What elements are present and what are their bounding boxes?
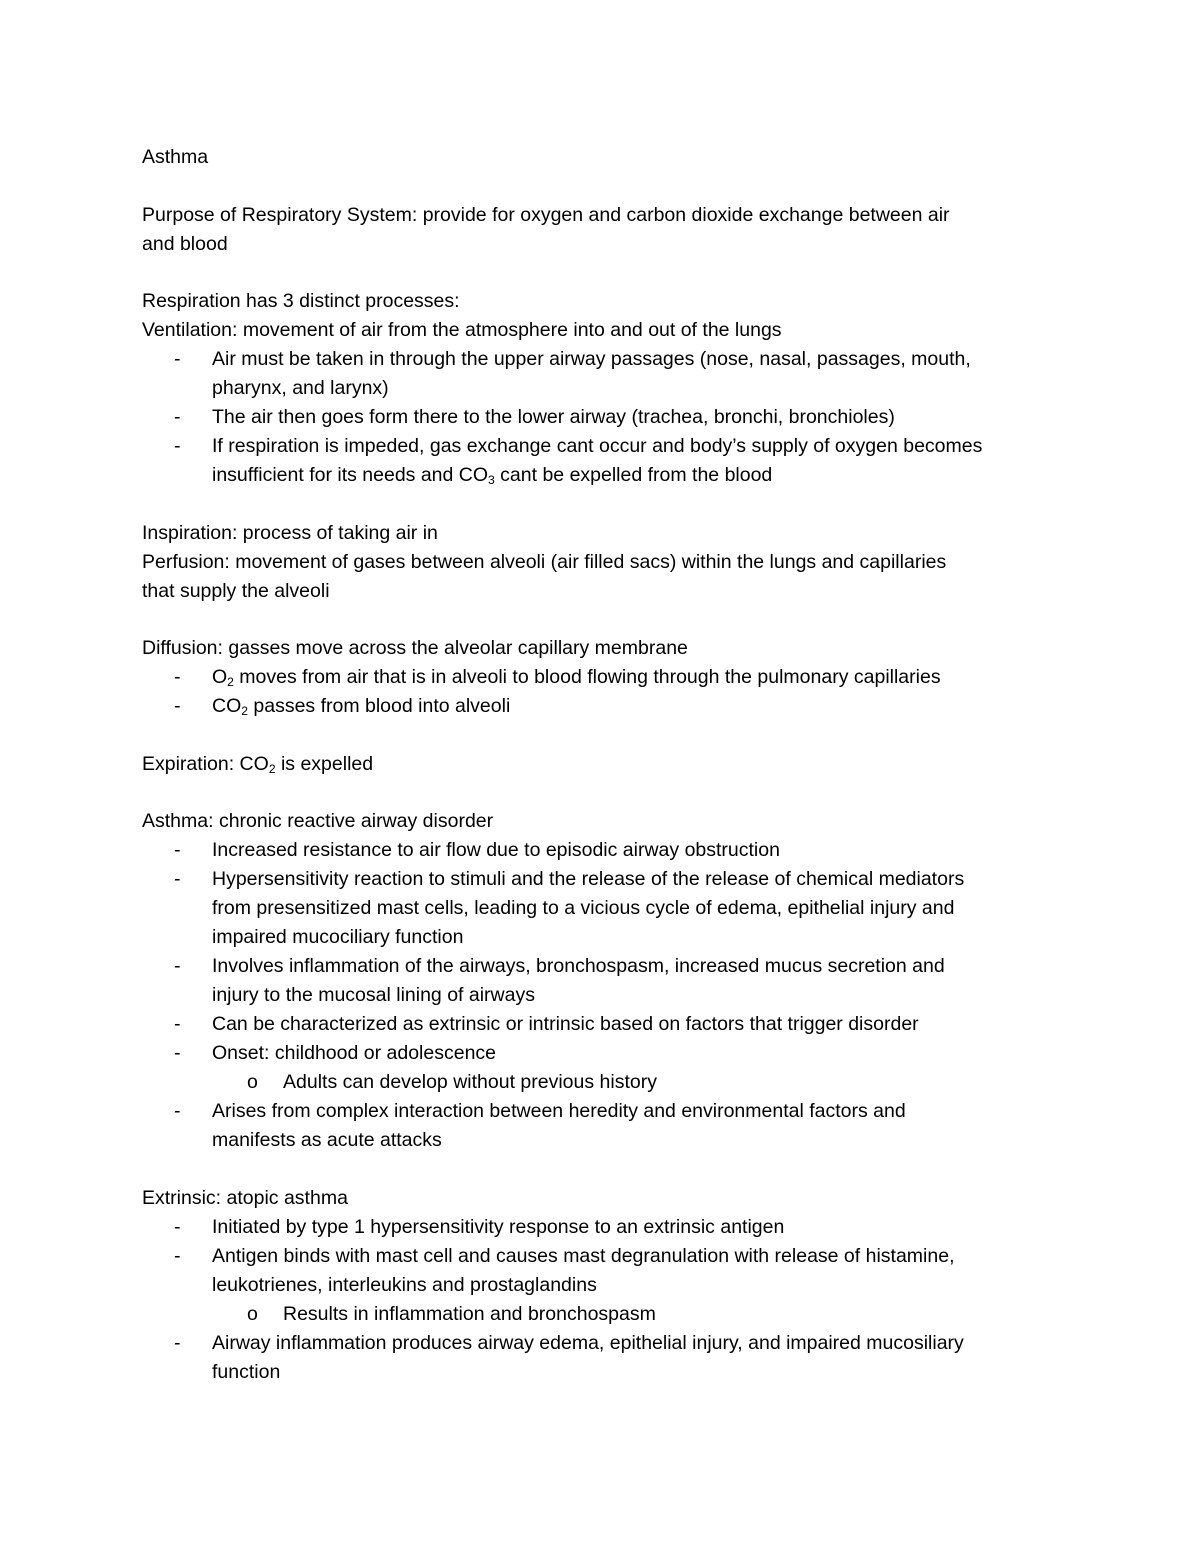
bullet-text: Antigen binds with mast cell and causes mast degranulation with release of histamine, xyxy=(212,1244,955,1267)
extrinsic-bullet-3 xyxy=(142,1329,1062,1358)
bullet-dash: - xyxy=(174,1244,181,1267)
diffusion-bullet-1 xyxy=(142,663,1062,692)
asthma-bullet-4 xyxy=(142,1010,1062,1039)
subscript: 2 xyxy=(268,761,276,776)
bullet-dash: - xyxy=(174,1331,181,1354)
bullet-dash: - xyxy=(174,666,181,688)
bullet-dash: - xyxy=(174,695,181,717)
subscript: 2 xyxy=(227,675,234,690)
expiration-definition xyxy=(142,750,1062,779)
bullet-text: Involves inflammation of the airways, bronchospasm, increased mucus secretion and xyxy=(212,955,945,977)
inspiration-definition: Inspiration: process of taking air in xyxy=(142,521,438,544)
text-run: is expelled xyxy=(275,752,374,775)
asthma-bullet-2-cont-1: from presensitized mast cells, leading to a vicious cycle of edema, epithelial injury and xyxy=(212,897,955,919)
document-title: Asthma xyxy=(142,146,209,168)
bullet-dash: - xyxy=(174,1215,181,1238)
bullet-text: Air must be taken in through the upper airway passages (nose, nasal, passages, mouth, xyxy=(212,348,971,370)
asthma-bullet-3-cont: injury to the mucosal lining of airways xyxy=(212,984,535,1006)
bullet-text: Hypersensitivity reaction to stimuli and the release of the release of chemical mediators xyxy=(212,868,965,890)
bullet-text: Increased resistance to air flow due to episodic airway obstruction xyxy=(212,839,780,861)
bullet-dash: - xyxy=(174,1013,181,1035)
extrinsic-bullet-2-cont: leukotrienes, interleukins and prostaglandins xyxy=(212,1273,597,1296)
asthma-bullet-5 xyxy=(142,1039,1062,1068)
bullet-text: Airway inflammation produces airway edema, epithelial injury, and impaired mucosiliary xyxy=(212,1331,964,1354)
bullet-text: Adults can develop without previous history xyxy=(283,1071,657,1093)
bullet-dash: - xyxy=(174,1042,181,1064)
bullet-dash: - xyxy=(174,348,181,370)
diffusion-bullet-2 xyxy=(142,692,1062,721)
perfusion-line-1: Perfusion: movement of gases between alveoli (air filled sacs) within the lungs and capillaries xyxy=(142,550,947,573)
bullet-text: Can be characterized as extrinsic or intrinsic based on factors that trigger disorder xyxy=(212,1013,919,1035)
extrinsic-bullet-3-cont: function xyxy=(212,1360,281,1383)
bullet-dash: - xyxy=(174,868,181,890)
subscript: 3 xyxy=(488,473,495,488)
asthma-bullet-1 xyxy=(142,836,1062,865)
ventilation-bullet-2 xyxy=(142,403,1062,432)
asthma-bullet-2 xyxy=(142,865,1062,894)
asthma-bullet-6 xyxy=(142,1097,1062,1126)
bullet-dash: - xyxy=(174,435,181,457)
text-run: cant be expelled from the blood xyxy=(494,464,773,486)
extrinsic-intro: Extrinsic: atopic asthma xyxy=(142,1186,348,1209)
text-run: insufficient for its needs and CO xyxy=(212,464,489,486)
text-run: moves from air that is in alveoli to blood flowing through the pulmonary capillaries xyxy=(233,666,941,688)
bullet-text: If respiration is impeded, gas exchange cant occur and body’s supply of oxygen becomes xyxy=(212,435,983,457)
asthma-bullet-3 xyxy=(142,952,1062,981)
text-run: CO xyxy=(212,695,242,717)
bullet-circle: o xyxy=(247,1302,258,1325)
extrinsic-bullet-1 xyxy=(142,1213,1062,1242)
purpose-line-1: Purpose of Respiratory System: provide for oxygen and carbon dioxide exchange between air xyxy=(142,203,950,226)
ventilation-definition: Ventilation: movement of air from the atmosphere into and out of the lungs xyxy=(142,319,782,341)
ventilation-bullet-1-cont: pharynx, and larynx) xyxy=(212,377,389,399)
ventilation-bullet-3-cont xyxy=(142,461,1062,490)
bullet-dash: - xyxy=(174,406,181,428)
extrinsic-bullet-2 xyxy=(142,1242,1062,1271)
text-run: O xyxy=(212,666,228,688)
bullet-text: The air then goes form there to the lower airway (trachea, bronchi, bronchioles) xyxy=(212,406,895,428)
respiration-intro: Respiration has 3 distinct processes: xyxy=(142,290,460,312)
bullet-dash: - xyxy=(174,839,181,861)
purpose-line-2: and blood xyxy=(142,232,228,255)
bullet-text: Results in inflammation and bronchospasm xyxy=(283,1302,656,1325)
diffusion-intro: Diffusion: gasses move across the alveolar capillary membrane xyxy=(142,637,688,659)
document-body xyxy=(142,143,1062,1387)
bullet-text: Initiated by type 1 hypersensitivity response to an extrinsic antigen xyxy=(212,1215,785,1238)
asthma-bullet-2-cont-2: impaired mucociliary function xyxy=(212,926,464,948)
bullet-text: Onset: childhood or adolescence xyxy=(212,1042,497,1064)
ventilation-bullet-1 xyxy=(142,345,1062,374)
bullet-circle: o xyxy=(247,1071,258,1093)
asthma-sub-bullet xyxy=(142,1068,1062,1097)
text-run: passes from blood into alveoli xyxy=(247,695,511,717)
bullet-dash: - xyxy=(174,1100,181,1122)
subscript: 2 xyxy=(241,704,248,719)
asthma-bullet-6-cont: manifests as acute attacks xyxy=(212,1129,442,1151)
ventilation-bullet-3 xyxy=(142,432,1062,461)
asthma-intro: Asthma: chronic reactive airway disorder xyxy=(142,810,494,832)
extrinsic-sub-bullet xyxy=(142,1300,1062,1329)
text-run: Expiration: CO xyxy=(142,752,269,775)
perfusion-line-2: that supply the alveoli xyxy=(142,579,330,602)
bullet-dash: - xyxy=(174,955,181,977)
bullet-text: Arises from complex interaction between heredity and environmental factors and xyxy=(212,1100,906,1122)
